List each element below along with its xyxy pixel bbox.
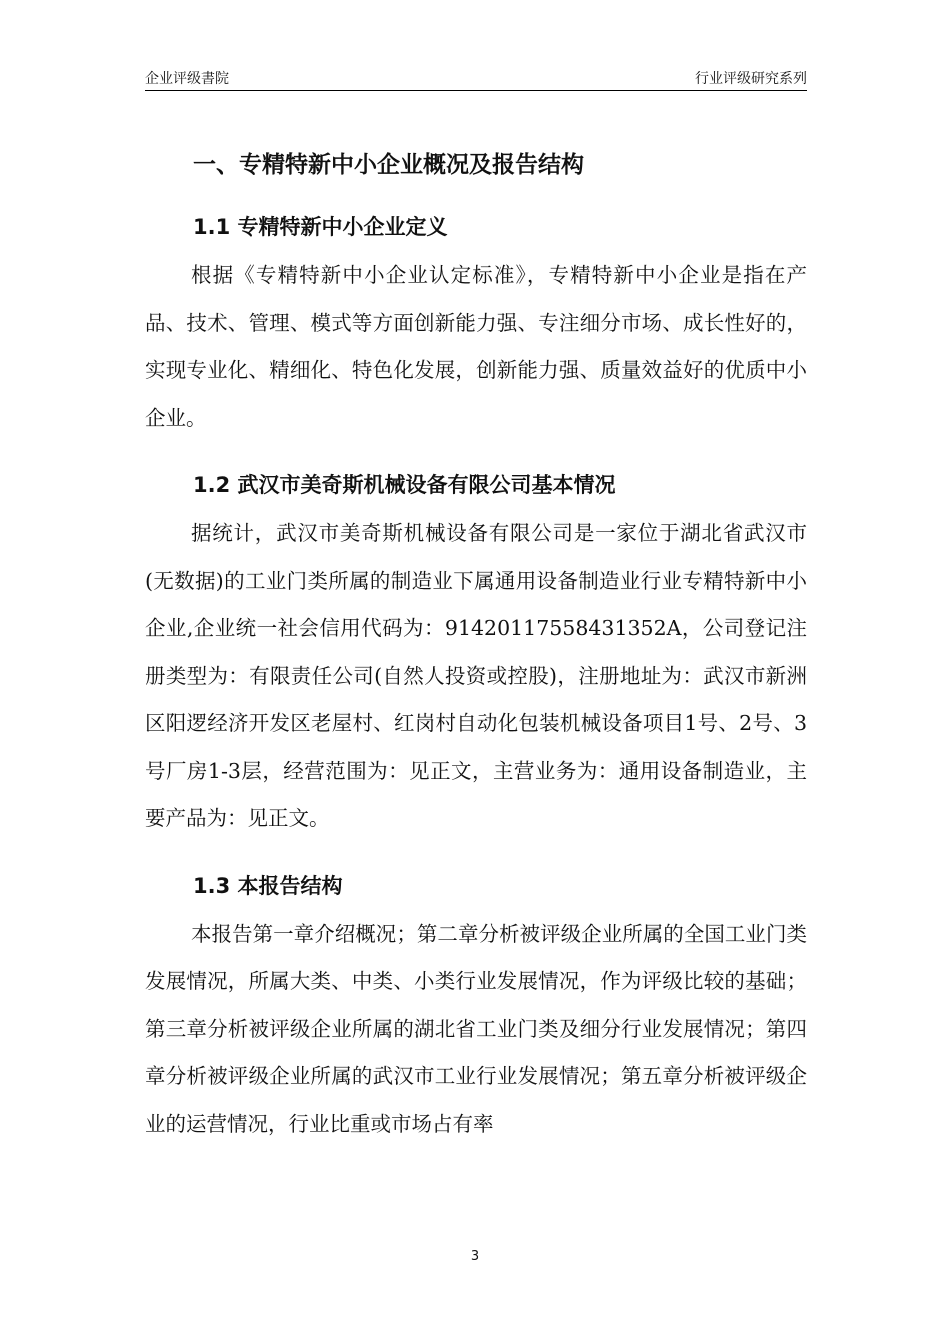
section-1-heading: 一、专精特新中小企业概况及报告结构: [193, 152, 584, 178]
header-right-text: 行业评级研究系列: [695, 71, 807, 87]
section-1-1-paragraph: 根据《专精特新中小企业认定标准》，专精特新中小企业是指在产品、技术、管理、模式等方面创新能力强、专注细分市场、成长性好的，实现专业化、精细化、特色化发展，创新能力强、质量效益好的优质中小企业。: [145, 263, 807, 430]
page-number: 3: [470, 1249, 480, 1264]
section-1-3-paragraph: 本报告第一章介绍概况；第二章分析被评级企业所属的全国工业门类发展情况，所属大类、中类、小类行业发展情况，作为评级比较的基础；第三章分析被评级企业所属的湖北省工业门类及细分行业发展情况；第四章分析被评级企业所属的武汉市工业行业发展情况；第五章分析被评级企业的运营情况，行业比重或市场占有率: [145, 921, 807, 1136]
section-1-2-heading: 1.2 武汉市美奇斯机械设备有限公司基本情况: [193, 473, 616, 497]
page-header: [145, 66, 807, 91]
document-body: [145, 140, 807, 1148]
section-1-2-paragraph: 据统计，武汉市美奇斯机械设备有限公司是一家位于湖北省武汉市(无数据)的工业门类所属的制造业下属通用设备制造业行业专精特新中小企业,企业统一社会信用代码为：91420117558431352A，公司登记注册类型为：有限责任公司(自然人投资或控股)，注册地址为：武汉市新洲区阳逻经济开发区老屋村、红岗村自动化包装机械设备项目1号、2号、3号厂房1-3层，经营范围为：见正文，主营业务为：通用设备制造业，主要产品为：见正文。: [145, 521, 807, 830]
section-1-3-heading: 1.3 本报告结构: [193, 873, 343, 898]
section-1-1-heading: 1.1 专精特新中小企业定义: [193, 215, 448, 239]
header-left-text: 企业评级書院: [145, 71, 229, 87]
